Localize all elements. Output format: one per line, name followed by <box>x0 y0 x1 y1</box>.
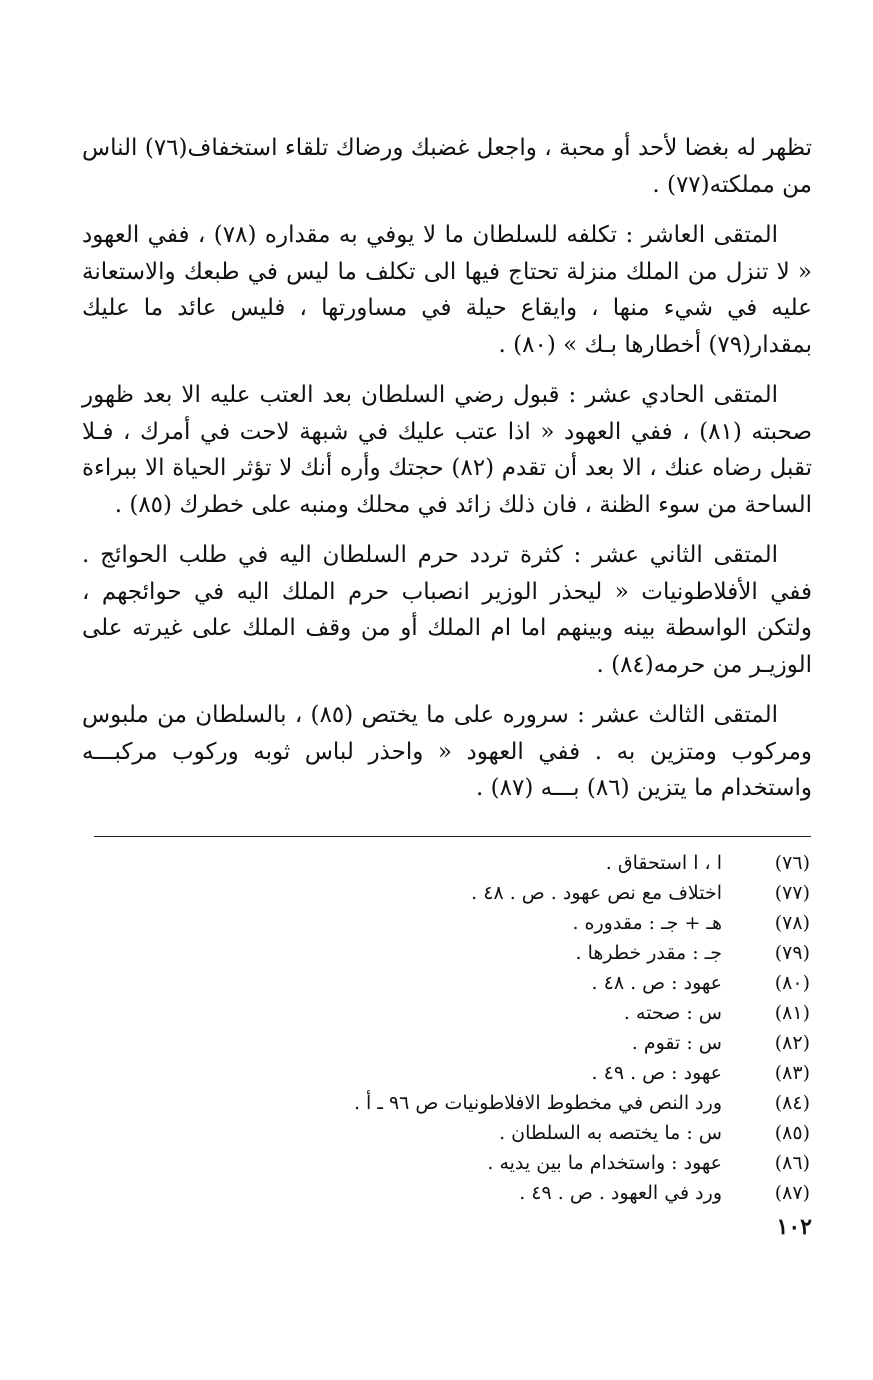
footnote <box>180 1088 810 1118</box>
footnote <box>180 878 810 908</box>
footnote-number: (٨٧) <box>774 1182 810 1204</box>
footnote-number: (٨٦) <box>774 1152 810 1174</box>
footnote-text: ورد النص في مخطوط الافلاطونيات ص ٩٦ ـ أ . <box>353 1092 722 1114</box>
footnote-number: (٧٩) <box>774 942 810 964</box>
footnote-number: (٧٦) <box>774 852 810 874</box>
footnote-text: هـ + جـ : مقدوره . <box>572 912 722 934</box>
footnote-number: (٨٥) <box>774 1122 810 1144</box>
footnote-number: (٧٨) <box>774 912 810 934</box>
footnote-text: جـ : مقدر خطرها . <box>575 942 722 964</box>
footnote-text: عهود : ص . ٤٨ . <box>591 972 722 994</box>
main-text <box>82 130 812 821</box>
footnote-text: س : تقوم . <box>631 1032 722 1054</box>
footnote <box>180 1178 810 1208</box>
page-number: ١٠٢ <box>776 1214 812 1240</box>
footnote-text: ورد في العهود . ص . ٤٩ . <box>519 1182 722 1204</box>
footnote-number: (٨٤) <box>774 1092 810 1114</box>
footnote-divider <box>94 836 811 837</box>
footnote <box>180 848 810 878</box>
footnote <box>180 938 810 968</box>
footnote-text: س : صحته . <box>623 1002 722 1024</box>
footnote <box>180 998 810 1028</box>
paragraph: المتقى الحادي عشر : قبول رضي السلطان بعد العتب عليه الا بعد ظهور صحبته (٨١) ، ففي العهود « اذا عتب عليك في شبهة لاحت في أمرك ، فـلا تقبل رضاه عنك ، الا بعد أن تقدم (٨٢) حجتك وأره أنك لا تؤثر الحياة الا ببراءة الساحة من سوء الظنة ، فان ذلك زائد في محلك ومنبه على خطرك (٨٥) . <box>82 382 812 518</box>
paragraph: تظهر له بغضا لأحد أو محبة ، واجعل غضبك ورضاك تلقاء استخفاف(٧٦) الناس من مملكته(٧٧) . <box>82 135 812 198</box>
footnote-text: عهود : ص . ٤٩ . <box>591 1062 722 1084</box>
footnote <box>180 1058 810 1088</box>
footnote-text: ا ، ا استحقاق . <box>605 852 722 874</box>
footnote <box>180 1148 810 1178</box>
footnote-number: (٨٢) <box>774 1032 810 1054</box>
footnote <box>180 1118 810 1148</box>
paragraph: المتقى العاشر : تكلفه للسلطان ما لا يوفي به مقداره (٧٨) ، ففي العهود « لا تنزل من الملك منزلة تحتاج فيها الى تكلف ما ليس في طبعك والاستعانة عليه في شيء منها ، وايقاع حيلة في مساورتها ، فليس عائد ما عليك بمقدار(٧٩) أخطارها بـك » (٨٠) . <box>82 222 812 358</box>
footnote-text: س : ما يختصه به السلطان . <box>499 1122 722 1144</box>
footnote <box>180 968 810 998</box>
footnotes-list <box>180 848 810 1208</box>
paragraph: المتقى الثالث عشر : سروره على ما يختص (٨٥) ، بالسلطان من ملبوس ومركوب ومتزين به . ففي العهود « واحذر لباس ثوبه وركوب مركبـــه واستخدام ما يتزين (٨٦) بـــه (٨٧) . <box>82 702 812 801</box>
footnote-number: (٨٣) <box>774 1062 810 1084</box>
paragraph: المتقى الثاني عشر : كثرة تردد حرم السلطان اليه في طلب الحوائج . ففي الأفلاطونيات « ليحذر الوزير انصباب حرم الملك اليه في حوائجهم ، ولتكن الواسطة بينه وبينهم اما ام الملك أو من وقف الملك على غيرته على الوزيـر من حرمه(٨٤) . <box>82 542 812 678</box>
footnote-text: عهود : واستخدام ما بين يديه . <box>487 1152 722 1174</box>
footnote <box>180 1028 810 1058</box>
footnote-text: اختلاف مع نص عهود . ص . ٤٨ . <box>471 882 722 904</box>
footnote-number: (٨١) <box>774 1002 810 1024</box>
footnote <box>180 908 810 938</box>
footnote-number: (٧٧) <box>774 882 810 904</box>
footnote-number: (٨٠) <box>774 972 810 994</box>
